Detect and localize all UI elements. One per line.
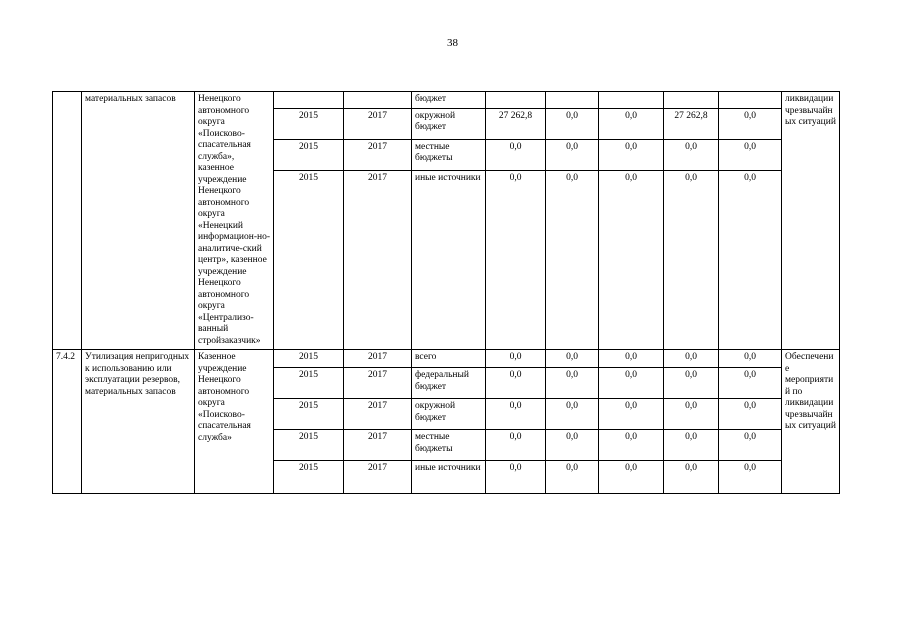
value-cell: 0,0 (719, 170, 782, 349)
end-year-cell: 2017 (344, 461, 412, 494)
value-cell: 0,0 (664, 368, 719, 399)
start-year-cell: 2015 (274, 170, 344, 349)
value-cell: 0,0 (486, 399, 546, 430)
value-cell: 0,0 (599, 350, 664, 368)
start-year-cell: 2015 (274, 368, 344, 399)
note-cell: ликвидации чрезвычайных ситуаций (782, 92, 840, 350)
activity-cell: Утилизация непригодных к использованию или эксплуатации резервов, материальных запасов (82, 350, 195, 494)
funding-source-cell: местные бюджеты (412, 139, 486, 170)
executor-cell: Ненецкого автономного округа «Поисково-спасательная служба», казенное учреждение Ненецкого автономного округа «Ненецкий информацион-но-аналитиче-ский центр», казенное учреждение Ненецкого автономного округа «Централизо-ванный стройзаказчик» (195, 92, 274, 350)
value-cell: 0,0 (546, 430, 599, 461)
funding-source-cell: окружной бюджет (412, 399, 486, 430)
value-cell: 0,0 (664, 430, 719, 461)
funding-source-cell: иные источники (412, 170, 486, 349)
funding-source-cell: иные источники (412, 461, 486, 494)
start-year-cell (274, 92, 344, 109)
value-cell: 0,0 (546, 139, 599, 170)
value-cell: 0,0 (486, 430, 546, 461)
value-cell: 0,0 (719, 139, 782, 170)
value-cell: 0,0 (664, 170, 719, 349)
row-number-cell (53, 92, 82, 350)
value-cell: 0,0 (599, 108, 664, 139)
row-number-cell: 7.4.2 (53, 350, 82, 494)
value-cell: 0,0 (664, 350, 719, 368)
end-year-cell: 2017 (344, 170, 412, 349)
value-cell: 0,0 (719, 368, 782, 399)
program-table (52, 91, 840, 494)
value-cell: 0,0 (719, 350, 782, 368)
end-year-cell: 2017 (344, 139, 412, 170)
funding-source-cell: всего (412, 350, 486, 368)
value-cell: 0,0 (599, 139, 664, 170)
activity-cell: материальных запасов (82, 92, 195, 350)
value-cell (486, 92, 546, 109)
start-year-cell: 2015 (274, 108, 344, 139)
start-year-cell: 2015 (274, 399, 344, 430)
value-cell (719, 92, 782, 109)
funding-source-cell: окружной бюджет (412, 108, 486, 139)
value-cell: 0,0 (664, 399, 719, 430)
value-cell (664, 92, 719, 109)
value-cell: 0,0 (599, 368, 664, 399)
funding-source-cell: бюджет (412, 92, 486, 109)
value-cell: 27 262,8 (486, 108, 546, 139)
value-cell: 0,0 (486, 368, 546, 399)
value-cell: 0,0 (599, 461, 664, 494)
start-year-cell: 2015 (274, 461, 344, 494)
start-year-cell: 2015 (274, 139, 344, 170)
value-cell: 0,0 (719, 430, 782, 461)
end-year-cell: 2017 (344, 430, 412, 461)
value-cell: 0,0 (664, 461, 719, 494)
funding-source-cell: федеральный бюджет (412, 368, 486, 399)
value-cell: 0,0 (599, 170, 664, 349)
value-cell: 0,0 (719, 399, 782, 430)
value-cell: 0,0 (664, 139, 719, 170)
funding-source-cell: местные бюджеты (412, 430, 486, 461)
value-cell: 0,0 (486, 170, 546, 349)
value-cell: 0,0 (546, 461, 599, 494)
value-cell: 0,0 (719, 108, 782, 139)
value-cell (546, 92, 599, 109)
value-cell: 0,0 (486, 139, 546, 170)
value-cell: 0,0 (486, 350, 546, 368)
value-cell: 0,0 (546, 108, 599, 139)
table-row (53, 92, 840, 109)
end-year-cell: 2017 (344, 350, 412, 368)
value-cell: 0,0 (599, 430, 664, 461)
value-cell (599, 92, 664, 109)
value-cell: 0,0 (599, 399, 664, 430)
value-cell: 0,0 (546, 399, 599, 430)
end-year-cell (344, 92, 412, 109)
start-year-cell: 2015 (274, 350, 344, 368)
end-year-cell: 2017 (344, 368, 412, 399)
value-cell: 0,0 (546, 368, 599, 399)
value-cell: 0,0 (719, 461, 782, 494)
value-cell: 0,0 (546, 350, 599, 368)
note-cell: Обеспечение мероприятий по ликвидации чрезвычайных ситуаций (782, 350, 840, 494)
value-cell: 27 262,8 (664, 108, 719, 139)
start-year-cell: 2015 (274, 430, 344, 461)
value-cell: 0,0 (546, 170, 599, 349)
table-row (53, 350, 840, 368)
value-cell: 0,0 (486, 461, 546, 494)
page-number: 38 (447, 37, 458, 49)
executor-cell: Казенное учреждение Ненецкого автономного округа «Поисково-спасательная служба» (195, 350, 274, 494)
end-year-cell: 2017 (344, 108, 412, 139)
end-year-cell: 2017 (344, 399, 412, 430)
